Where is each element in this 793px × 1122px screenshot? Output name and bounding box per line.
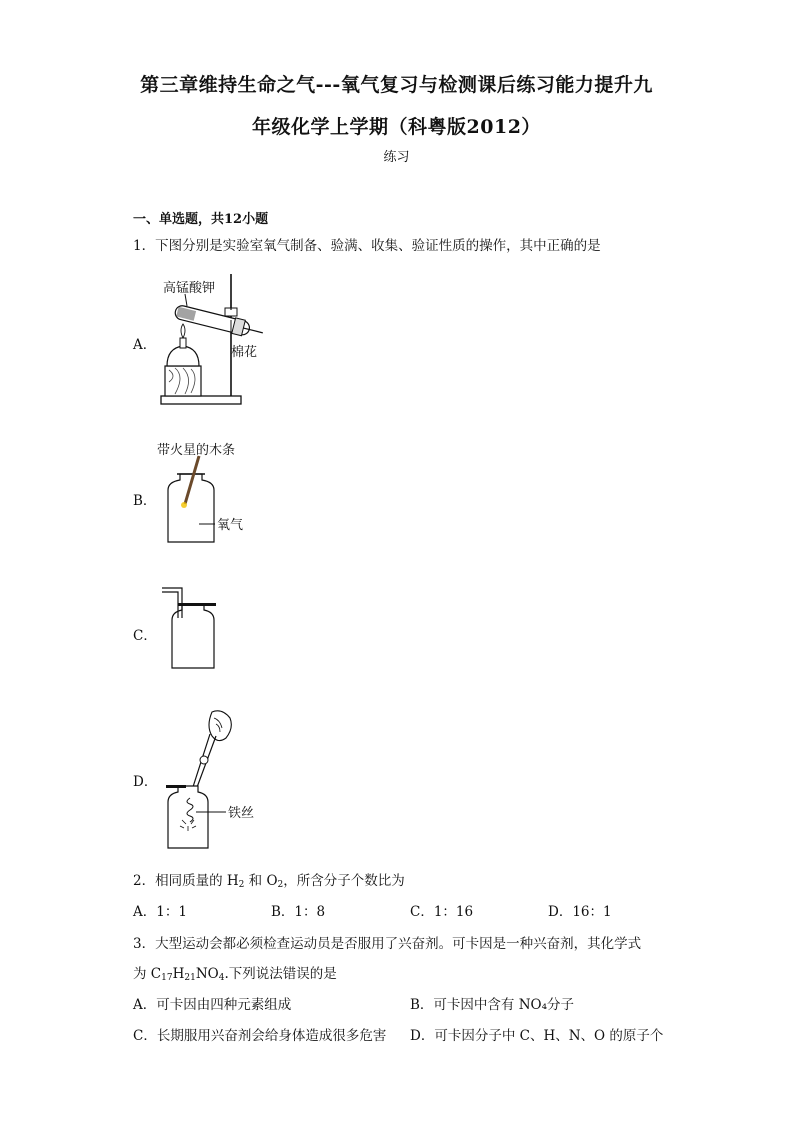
q3-option-a[interactable]: A．可卡因由四种元素组成 [133,997,292,1013]
question-2-stem [133,869,405,890]
document-title-line2: 年级化学上学期（科粤版2012） [252,116,541,138]
q2-sub2: 2 [277,880,284,890]
q2-stem-pre: 2．相同质量的 H [133,873,239,889]
q2-option-b[interactable]: B．1：8 [271,904,326,920]
q1-option-d-figure [160,708,270,854]
section-heading: 一、单选题，共12小题 [133,212,269,227]
q1-b-label-stick: 带火星的木条 [157,443,236,458]
question-3-stem-line1: 3．大型运动会都必须检查运动员是否服用了兴奋剂。可卡因是一种兴奋剂，其化学式 [133,936,642,952]
question-1-stem: 1．下图分别是实验室氧气制备、验满、收集、验证性质的操作，其中正确的是 [133,238,601,254]
q1-option-b-figure [155,438,265,550]
document-title-line1: 第三章维持生命之气---氧气复习与检测课后练习能力提升九 [140,74,653,96]
q2-stem-mid: 和 O [244,873,278,889]
q1-option-d-letter[interactable]: D． [133,774,158,790]
q3-option-b[interactable]: B．可卡因中含有 NO₄分子 [410,997,575,1013]
q1-a-label-reagent: 高锰酸钾 [163,281,216,296]
q1-option-c-figure [160,584,220,674]
q2-option-a[interactable]: A．1：1 [133,904,187,920]
q1-option-a-letter[interactable]: A． [133,337,157,353]
q2-option-c[interactable]: C．1：16 [410,904,474,920]
q1-d-label-wire: 铁丝 [228,806,255,821]
q3-line2-sub1: 17 [161,973,173,983]
q1-option-a-figure [155,270,285,412]
question-3-stem-line2 [133,962,337,983]
document-subtitle: 练习 [383,150,410,165]
q3-line2-post: .下列说法错误的是 [224,966,337,982]
q3-line2-h: H [172,966,185,982]
q1-option-b-letter[interactable]: B． [133,493,157,509]
q1-a-label-cotton: 棉花 [231,345,258,360]
q3-line2-sub2: 21 [184,973,196,983]
q3-line2-sub3: 4 [218,973,225,983]
q2-sub1: 2 [238,880,245,890]
q3-option-d[interactable]: D．可卡因分子中 C、H、N、O 的原子个 [410,1028,664,1044]
q3-option-c[interactable]: C．长期服用兴奋剂会给身体造成很多危害 [133,1028,387,1044]
q2-option-d[interactable]: D．16：1 [548,904,612,920]
q2-stem-post: ，所含分子个数比为 [283,873,405,889]
q1-option-c-letter[interactable]: C． [133,628,157,644]
q3-line2-no: NO [195,966,219,982]
q1-b-label-gas: 氧气 [217,518,244,533]
q3-line2-pre: 为 C [133,966,162,982]
